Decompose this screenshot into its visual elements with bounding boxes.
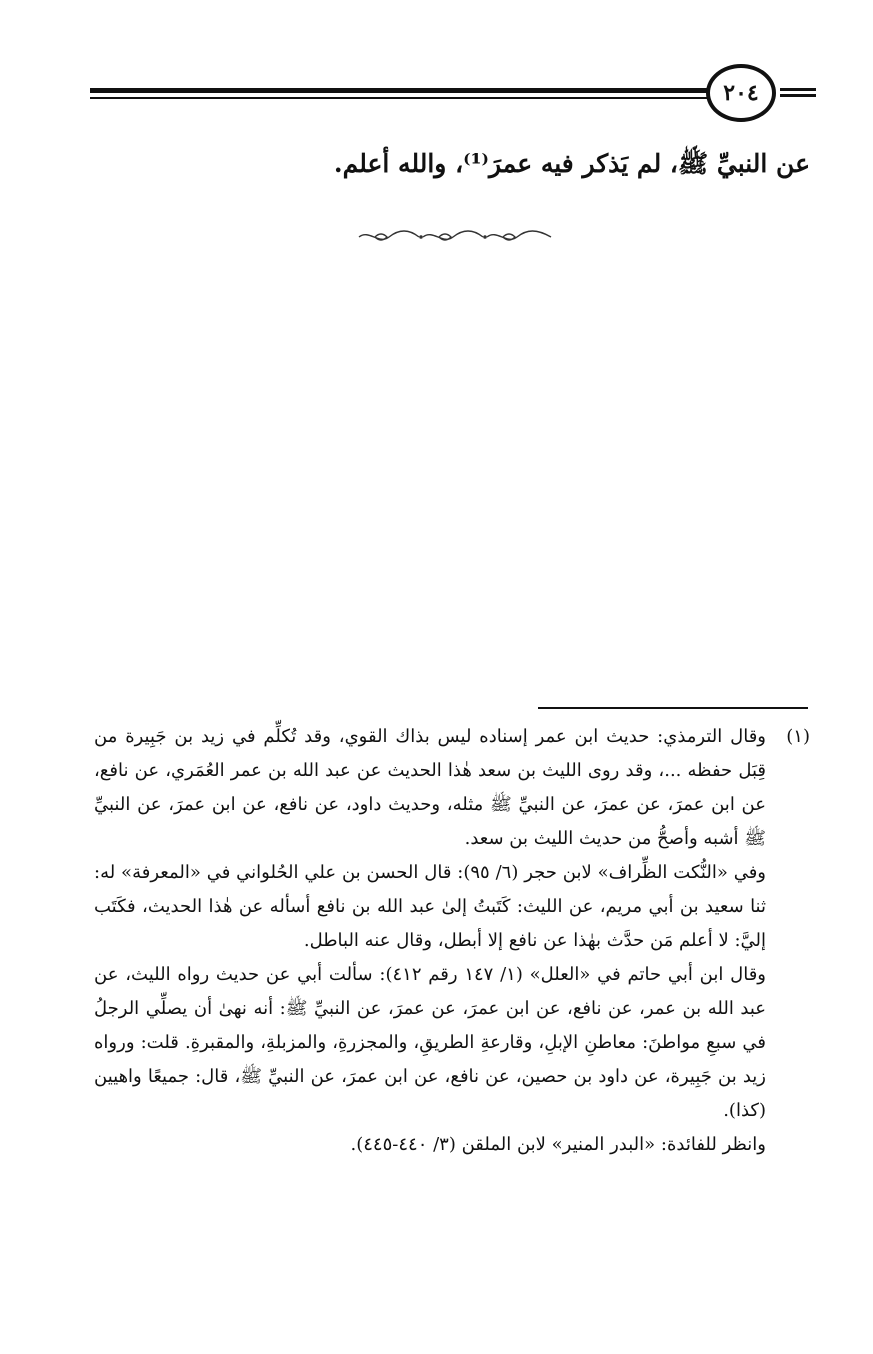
footnote-paragraph: وقال ابن أبي حاتم في «العلل» (١/ ١٤٧ رقم ٤١٢): سألت أبي عن حديث رواه الليث، عن عبد الله بن عمر، عن نافع، عن ابن عمرَ، عن عمرَ، عن النبيِّ ﷺ: أنه نهىٰ أن يصلِّي الرجلُ في سبعِ مواطنَ: معاطنِ الإبلِ، وقارعةِ الطريقِ، والمجزرةِ، والمزبلةِ، والمقبرةِ. قلت: ورواه زيد بن جَبِيرة، عن داود بن حصين، عن نافع، عن ابن عمرَ، عن النبيِّ ﷺ، قال: جميعًا واهيين (كذا).: [94, 964, 766, 1121]
footnote-paragraph: وقال الترمذي: حديث ابن عمر إسناده ليس بذاك القوي، وقد تُكلِّم في زيد بن جَبِيرة من قِبَل حفظه ...، وقد روى الليث بن سعد هٰذا الحديث عن عبد الله بن عمر العُمَري، عن نافع، عن ابن عمرَ، عن عمرَ، عن النبيِّ ﷺ مثله، وحديث داود، عن نافع، عن ابن عمرَ، عن النبيِّ ﷺ أشبه وأصحُّ من حديث الليث بن سعد.: [94, 726, 766, 849]
footnote-marker: (١): [786, 726, 810, 747]
footnote: [88, 720, 810, 1162]
header-rule: [90, 86, 710, 104]
header-thick-line: [90, 88, 710, 93]
page-number: ٢٠٤: [706, 64, 776, 122]
footnote-body: [94, 720, 766, 1162]
footnote-paragraph: وانظر للفائدة: «البدر المنير» لابن الملقن (٣/ ٤٤٠-٤٤٥).: [350, 1134, 766, 1155]
header-thin-line: [90, 97, 710, 99]
main-text: عن النبيِّ ﷺ، لم يَذكر فيه عمرَ⁽¹⁾، والله أعلم.: [333, 149, 810, 178]
page-number-tail: [780, 88, 816, 100]
footnote-separator: [538, 707, 808, 709]
ornament-divider: [355, 226, 555, 248]
page-number-badge: [706, 64, 816, 128]
footnote-paragraph: وفي «النُّكت الظِّراف» لابن حجر (٦/ ٩٥): قال الحسن بن علي الحُلواني في «المعرفة» له: ثنا سعيد بن أبي مريم، عن الليث: كَتَبتُ إلىٰ عبد الله بن نافع أسأله عن هٰذا الحديث، فكَتَب إليَّ: لا أعلم مَن حدَّث بهٰذا عن نافع إلا أبطل، وقال عنه الباطل.: [94, 862, 766, 951]
